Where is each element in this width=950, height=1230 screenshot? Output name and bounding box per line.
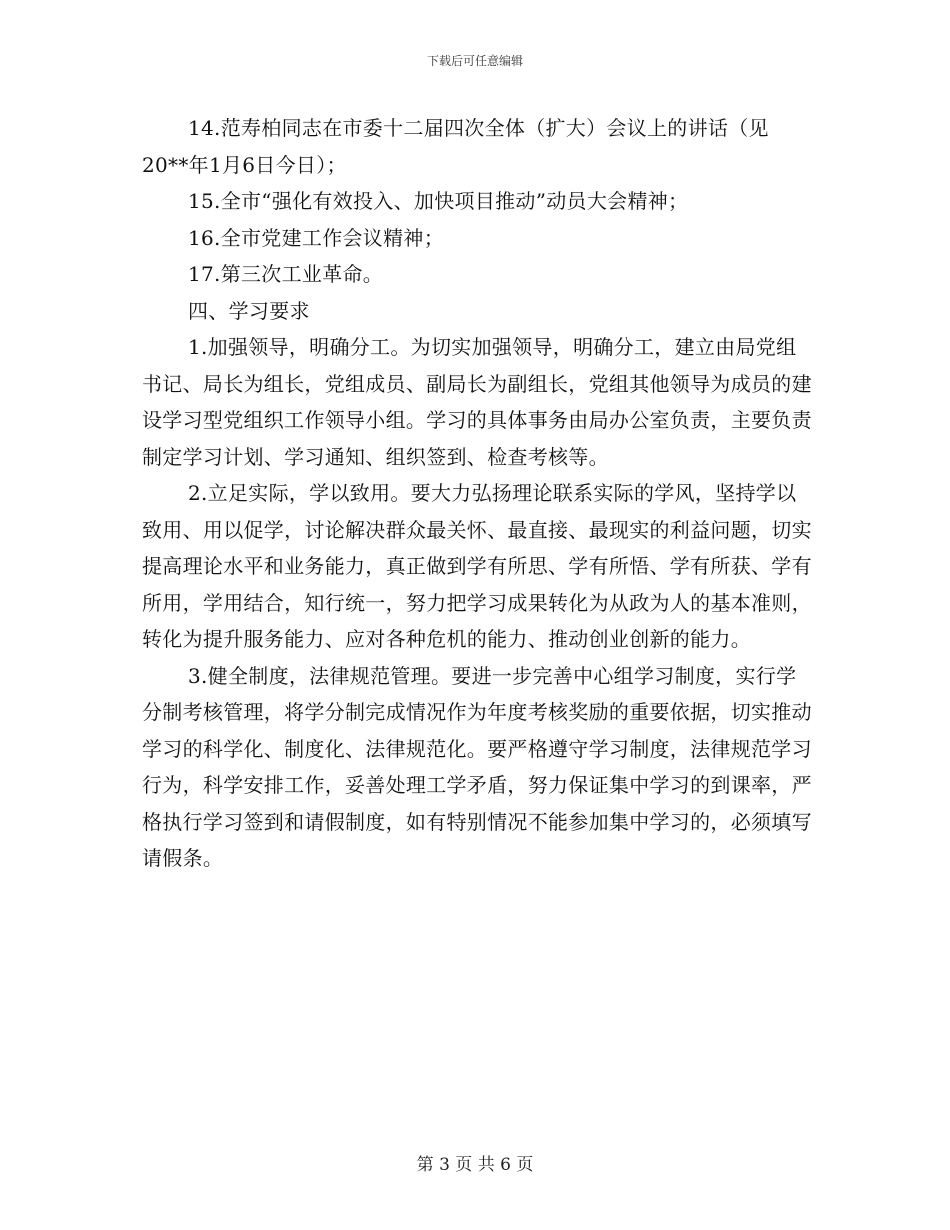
paragraph-item-16: 16.全市党建工作会议精神； [188, 225, 445, 250]
paragraph-requirement-3: 3.健全制度，法律规范管理。要进一步完善中心组学习制度，实行学分制考核管理，将学分制完成情况作为年度考核奖励的重要依据，切实推动学习的科学化、制度化、法律规范化。要严格遵守学习制度，法律规范学习行为，科学安排工作，妥善处理工学矛盾，努力保证集中学习的到课率，严格执行学习签到和请假制度，如有特别情况不能参加集中学习的，必须填写请假条。 [142, 663, 812, 870]
page-header: 下载后可任意编辑 [426, 54, 523, 68]
paragraph-item-17: 17.第三次工业革命。 [188, 262, 384, 286]
paragraph-requirement-2: 2.立足实际，学以致用。要大力弘扬理论联系实际的学风，坚持学以致用、用以促学，讨论解决群众最关怀、最直接、最现实的利益问题，切实提高理论水平和业务能力，真正做到学有所思、学有所悟、学有所获、学有所用，学用结合，知行统一，努力把学习成果转化为从政为人的基本准则，转化为提升服务能力、应对各种危机的能力、推动创业创新的能力。 [142, 481, 812, 651]
section-heading-requirements: 四、学习要求 [188, 298, 310, 323]
page-number-footer: 第 3 页 共 6 页 [416, 1155, 534, 1175]
document-body [142, 110, 812, 877]
paragraph-item-15: 15.全市“强化有效投入、加快项目推动”动员大会精神； [188, 189, 689, 213]
paragraph-requirement-1: 1.加强领导，明确分工。为切实加强领导，明确分工，建立由局党组书记、局长为组长，党组成员、副局长为副组长，党组其他领导为成员的建设学习型党组织工作领导小组。学习的具体事务由局办公室负责，主要负责制定学习计划、学习通知、组织签到、检查考核等。 [142, 335, 812, 469]
paragraph-item-14: 14.范寿柏同志在市委十二届四次全体（扩大）会议上的讲话（见20**年1月6日今日）； [142, 116, 769, 177]
